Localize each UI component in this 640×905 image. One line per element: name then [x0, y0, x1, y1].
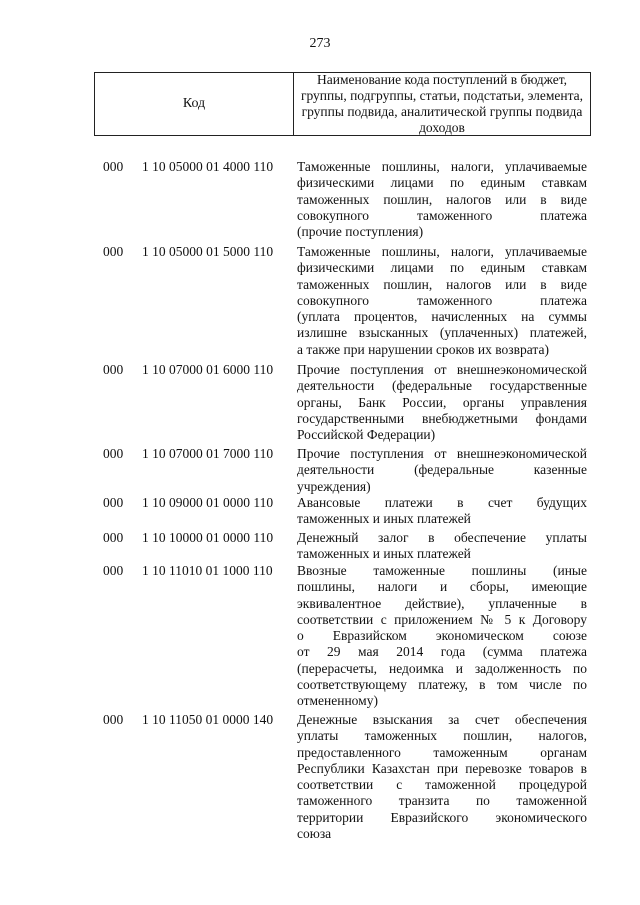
- description-line: а также при нарушении сроков их возврата): [297, 341, 549, 357]
- description-line: физическими лицами по единым ставкам: [297, 175, 587, 191]
- revenue-code: 1 10 07000 01 6000 110: [142, 362, 274, 377]
- revenue-description: [297, 530, 587, 563]
- revenue-description: [297, 159, 587, 240]
- description-line: органы, Банк России, органы управления: [297, 394, 587, 410]
- revenue-code: 1 10 11050 01 0000 140: [142, 712, 274, 727]
- revenue-code: 1 10 10000 01 0000 110: [142, 530, 274, 545]
- description-line: территории Евразийского экономического: [297, 809, 587, 825]
- admin-code: 000: [103, 495, 124, 510]
- description-line: от 29 мая 2014 года (сумма платежа: [297, 644, 587, 660]
- description-line: Российской Федерации): [297, 427, 436, 443]
- revenue-code: 1 10 11010 01 1000 110: [142, 563, 273, 578]
- description-line: Денежный залог в обеспечение уплаты: [297, 530, 587, 545]
- admin-code: 000: [103, 530, 124, 545]
- revenue-description: [297, 362, 587, 443]
- description-line: (уплата процентов, начисленных на суммы: [297, 309, 587, 325]
- description-line: (перерасчеты, недоимка и задолженность по: [297, 660, 587, 676]
- description-line: совокупного таможенного платежа: [297, 292, 587, 308]
- revenue-description: [297, 563, 587, 710]
- revenue-code: 1 10 07000 01 7000 110: [142, 446, 274, 461]
- description-line: излишне взысканных (уплаченных) платежей,: [297, 325, 587, 341]
- description-line: таможенных пошлин, налогов или в виде: [297, 191, 587, 207]
- description-line: пошлины, налоги и сборы, имеющие: [297, 579, 587, 595]
- description-line: государственными внебюджетными фондами: [297, 410, 587, 426]
- description-line: предоставленного таможенным органам: [297, 744, 587, 760]
- admin-code: 000: [103, 446, 124, 461]
- description-line: Республики Казахстан при перевозке товаров в: [297, 760, 587, 776]
- description-line: союза: [297, 826, 332, 842]
- description-line: учреждения): [297, 478, 371, 494]
- description-line: о Евразийском экономическом союзе: [297, 628, 587, 644]
- description-line: эквивалентное действие), уплаченные в: [297, 595, 587, 611]
- description-line: таможенных и иных платежей: [297, 511, 471, 527]
- description-line: таможенных пошлин, налогов или в виде: [297, 276, 587, 292]
- description-line: отмененному): [297, 693, 378, 709]
- revenue-description: [297, 712, 587, 842]
- admin-code: 000: [103, 159, 124, 174]
- description-line: соответствии с таможенной процедурой: [297, 777, 587, 793]
- admin-code: 000: [103, 563, 124, 578]
- revenue-code: 1 10 05000 01 5000 110: [142, 244, 274, 259]
- header-code-label: Код: [95, 73, 294, 135]
- revenue-description: [297, 446, 587, 495]
- description-line: совокупного таможенного платежа: [297, 207, 587, 223]
- description-line: таможенного транзита по таможенной: [297, 793, 587, 809]
- description-line: Таможенные пошлины, налоги, уплачиваемые: [297, 244, 587, 259]
- description-line: Ввозные таможенные пошлины (иные: [297, 563, 587, 578]
- revenue-description: [297, 244, 587, 358]
- description-line: таможенных и иных платежей: [297, 546, 471, 562]
- description-line: Авансовые платежи в счет будущих: [297, 495, 587, 510]
- description-line: Таможенные пошлины, налоги, уплачиваемые: [297, 159, 587, 174]
- description-line: Прочие поступления от внешнеэкономической: [297, 362, 587, 377]
- revenue-code: 1 10 09000 01 0000 110: [142, 495, 274, 510]
- description-line: соответствии с приложением № 5 к Договору: [297, 611, 587, 627]
- admin-code: 000: [103, 712, 124, 727]
- revenue-code: 1 10 05000 01 4000 110: [142, 159, 274, 174]
- description-line: (прочие поступления): [297, 224, 424, 240]
- description-line: Прочие поступления от внешнеэкономической: [297, 446, 587, 461]
- revenue-description: [297, 495, 587, 528]
- description-line: физическими лицами по единым ставкам: [297, 260, 587, 276]
- description-line: уплаты таможенных пошлин, налогов,: [297, 728, 587, 744]
- admin-code: 000: [103, 362, 124, 377]
- page-number: 273: [309, 36, 331, 51]
- description-line: деятельности (федеральные казенные: [297, 462, 587, 478]
- description-line: деятельности (федеральные государственные: [297, 378, 587, 394]
- header-name-label: Наименование кода поступлений в бюджет, группы, подгруппы, статьи, подстатьи, элемента, группы подвида, аналитической группы подвида доходов: [300, 72, 584, 135]
- description-line: соответствующему платежу, в том числе по: [297, 677, 587, 693]
- admin-code: 000: [103, 244, 124, 259]
- description-line: Денежные взыскания за счет обеспечения: [297, 712, 587, 727]
